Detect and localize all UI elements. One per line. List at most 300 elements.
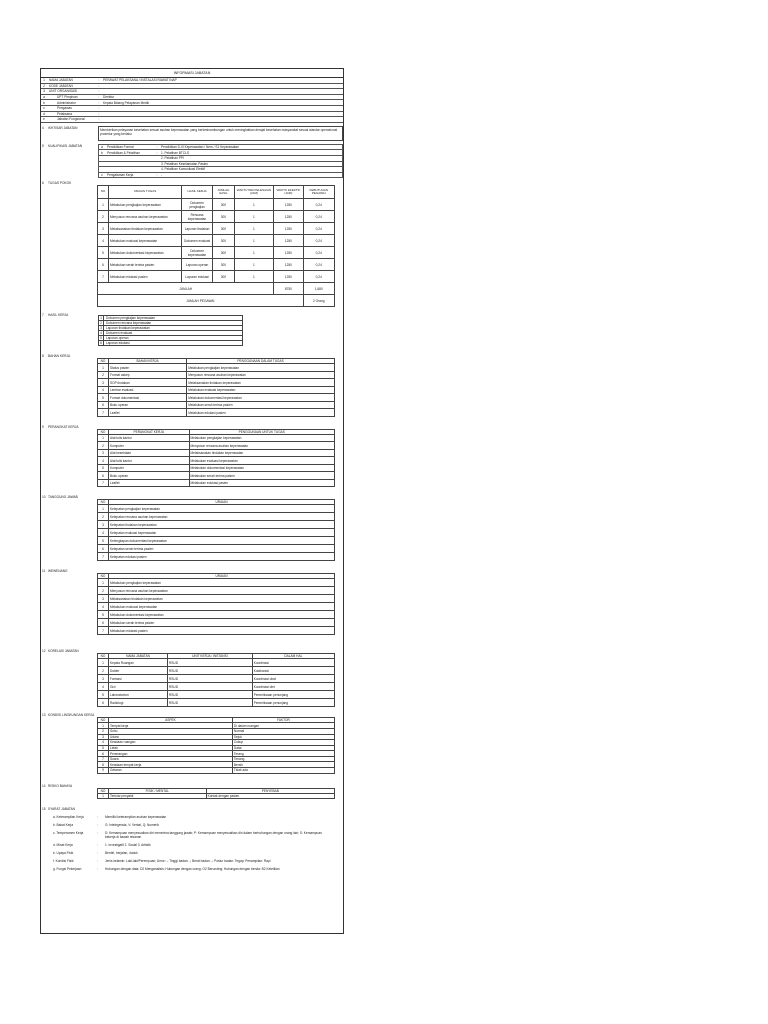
table-cell: Menyusun rencana asuhan keperawatan: [187, 371, 335, 379]
table-cell: 300: [213, 259, 234, 271]
header-row-colon: :: [98, 100, 100, 105]
table-cell: Menyusun rencana asuhan keperawatan: [189, 442, 335, 450]
table-cell: Alat tulis kantor: [109, 434, 190, 442]
table-cell: Ketepatan tindakan keperawatan: [109, 521, 335, 529]
kualifikasi-value: Pendidikan D-III Keperawatan / Ners / S1 Keperawatan: [161, 145, 239, 150]
table-cell: Dokter: [109, 667, 168, 675]
hasil-item-label: Dokumen pengkajian keperawatan: [106, 316, 156, 321]
section-number: 14: [42, 783, 46, 788]
header-row-label: NAMA JABATAN: [49, 78, 73, 83]
syarat-colon: :: [97, 859, 98, 864]
table-header-cell: NO: [98, 359, 109, 364]
kualifikasi-colon: :: [156, 173, 158, 178]
tanggung-row: [98, 513, 335, 521]
table-cell: Kepala Ruangan: [109, 659, 168, 667]
table-header-cell: BAHAN KERJA: [109, 359, 187, 364]
hasil-item-number: 1: [99, 316, 104, 320]
table-cell: Melakukan edukasi pasien: [109, 627, 335, 635]
table-cell: 1250: [274, 199, 303, 211]
table-cell: 4: [98, 457, 109, 465]
table-header-cell: URAIAN TUGAS: [109, 186, 182, 199]
table-cell: Ketepatan pengkajian keperawatan: [109, 505, 335, 513]
table-cell: 0,24: [303, 199, 335, 211]
header-row-colon: :: [98, 83, 100, 88]
header-row-colon: :: [98, 95, 100, 100]
section-number: 13: [42, 713, 46, 718]
syarat-colon: :: [97, 831, 98, 836]
table-cell: Suara: [109, 756, 233, 762]
wewenang-table: [97, 573, 335, 635]
section-label: PERANGKAT KERJA: [48, 424, 79, 429]
syarat-colon: :: [97, 843, 98, 848]
syarat-colon: :: [97, 867, 98, 872]
table-cell: Kelengkapan dokumentasi keperawatan: [109, 537, 335, 545]
hasil-item-number: 5: [99, 336, 104, 340]
perangkat-row: [98, 457, 335, 465]
tugas-row: [98, 223, 335, 235]
table-cell: 300: [213, 235, 234, 247]
table-cell: Suhu: [109, 728, 233, 734]
section-number: 4: [42, 125, 44, 130]
table-cell: 3: [98, 521, 109, 529]
tugas-row: [98, 259, 335, 271]
table-cell: 0,24: [303, 211, 335, 223]
risiko-row: [98, 793, 335, 799]
table-cell: Buku operan: [109, 401, 187, 409]
table-cell: Laporan tindakan: [182, 223, 213, 235]
bahan-table: [97, 358, 335, 417]
table-cell: Bersih: [232, 762, 334, 768]
table-cell: 1250: [274, 223, 303, 235]
table-header-cell: ASPEK: [109, 718, 233, 723]
table-cell: Dokumen evaluasi: [182, 235, 213, 247]
table-cell: Komputer: [109, 442, 190, 450]
table-cell: 0,24: [303, 259, 335, 271]
lingkungan-table: [97, 717, 335, 773]
table-cell: Melakukan dokumentasi keperawatan: [187, 394, 335, 402]
table-cell: 2: [98, 587, 109, 595]
table-cell: Cukup: [232, 740, 334, 746]
perangkat-row: [98, 479, 335, 487]
korelasi-row: [98, 699, 335, 707]
section-label: SYARAT JABATAN: [48, 807, 75, 812]
table-cell: Pemeriksaan penunjang: [252, 691, 334, 699]
tanggung-row: [98, 537, 335, 545]
table-cell: 300: [213, 223, 234, 235]
syarat-value: Jenis kelamin: Laki-laki/Perempuan; Umur: -; Tinggi badan: -; Berat badan: -; Postur badan: Tegap; Penampilan: Rapi: [105, 859, 271, 864]
header-section: [41, 77, 343, 123]
tugas-pegawai-row: [98, 295, 335, 307]
table-cell: Tenang: [232, 756, 334, 762]
section-number: 6: [42, 181, 44, 186]
syarat-value: D: Kemampuan menyesuaikan diri menerima tanggung jawab; P: Kemampuan menyesuaikan diri dalam berhubungan dengan orang lain; S: Kemampuan bekerja di bawah tekanan: [105, 831, 322, 840]
perangkat-row: [98, 472, 335, 480]
header-row-number: d: [43, 111, 45, 116]
risiko-table: [97, 788, 335, 800]
section-label: IKHTISAR JABATAN: [48, 125, 78, 130]
table-cell: 2: [98, 442, 109, 450]
perangkat-row: [98, 449, 335, 457]
header-row-label: UPT Pimpinan: [57, 95, 78, 100]
syarat-value: Hubungan dengan data: D2 Menganalisis; Hubungan dengan orang: O2 Berunding; Hubungan dengan benda: B2 Ketelitian: [105, 867, 280, 872]
table-cell: RSUD: [167, 659, 252, 667]
table-cell: Dokumen keperawatan: [182, 247, 213, 259]
korelasi-row: [98, 683, 335, 691]
section-label: KONDISI LINGKUNGAN KERJA: [48, 713, 95, 718]
table-header-cell: PERANGKAT KERJA: [109, 429, 190, 434]
bahan-row: [98, 364, 335, 372]
bahan-row: [98, 394, 335, 402]
bahan-row: [98, 409, 335, 417]
syarat-row: [41, 823, 343, 827]
table-header-row: [98, 654, 335, 659]
table-cell: Tertular penyakit: [109, 793, 207, 799]
table-cell: 300: [213, 199, 234, 211]
table-cell: Normal: [232, 728, 334, 734]
perangkat-row: [98, 442, 335, 450]
wewenang-row: [98, 579, 335, 587]
table-cell: 1: [234, 199, 274, 211]
table-cell: Menyusun rencana asuhan keperawatan: [109, 211, 182, 223]
korelasi-table: [97, 653, 335, 707]
syarat-row: [41, 815, 343, 819]
table-cell: 5: [98, 247, 109, 259]
hasil-item-number: 2: [99, 321, 104, 325]
tugas-row: [98, 271, 335, 283]
table-cell: Komputer: [109, 464, 190, 472]
table-header-cell: WAKTU EFEKTIF (JAM): [274, 186, 303, 199]
table-header-cell: FISIK / MENTAL: [109, 788, 207, 793]
table-cell: Ketepatan serah terima pasien: [109, 545, 335, 553]
header-row-number: 3: [43, 89, 45, 94]
table-cell: 6: [98, 545, 109, 553]
kualifikasi-label: Pengalaman Kerja: [107, 173, 134, 178]
table-cell: Melakukan evaluasi keperawatan: [109, 235, 182, 247]
lingkungan-table-wrap: [97, 717, 335, 773]
ikhtisar-section: [41, 126, 343, 141]
table-cell: 7: [98, 271, 109, 283]
table-header-cell: NO: [98, 574, 109, 579]
section-label: KORELASI JABATAN: [48, 649, 79, 654]
header-row-number: 2: [43, 83, 45, 88]
bahan-table-wrap: [97, 358, 335, 417]
table-header-cell: PENGGUNAAN UNTUK TUGAS: [189, 429, 335, 434]
table-cell: Koordinasi obat: [252, 675, 334, 683]
table-cell: Dokumen pengkajian: [182, 199, 213, 211]
table-header-cell: PENYEBAB: [206, 788, 334, 793]
pegawai-label: JUMLAH PEGAWAI: [98, 295, 304, 307]
table-cell: Koordinasi: [252, 659, 334, 667]
header-row-label: Pengawas: [57, 106, 72, 111]
perangkat-table-wrap: [97, 429, 335, 488]
kualifikasi-value: 4. Pelatihan Komunikasi Efektif: [161, 167, 205, 172]
table-cell: 1: [98, 199, 109, 211]
tanggung-row: [98, 505, 335, 513]
syarat-label: b. Bakat Kerja: [53, 823, 74, 828]
tugas-table-wrap: [97, 185, 335, 307]
table-cell: Gizi: [109, 683, 168, 691]
header-row-number: c: [43, 106, 45, 111]
header-row-label: UNIT ORGANISASI: [49, 89, 78, 94]
table-cell: Di dalam ruangan: [232, 723, 334, 729]
wewenang-row: [98, 627, 335, 635]
table-cell: 2: [98, 513, 109, 521]
kualifikasi-row: [98, 144, 343, 151]
table-cell: 0,24: [303, 271, 335, 283]
korelasi-row: [98, 659, 335, 667]
table-cell: 7: [98, 479, 109, 487]
table-cell: Kolaborasi: [252, 667, 334, 675]
table-cell: 5: [98, 394, 109, 402]
table-cell: Melakukan edukasi pasien: [109, 271, 182, 283]
table-cell: 1: [234, 235, 274, 247]
table-cell: 1: [234, 271, 274, 283]
table-header-cell: DALAM HAL: [252, 654, 334, 659]
total-value: 1,680: [303, 283, 335, 295]
section-number: 15: [42, 807, 46, 812]
header-row-colon: :: [98, 89, 100, 94]
section-number: 10: [42, 495, 46, 500]
tugas-total-row: [98, 283, 335, 295]
table-cell: Datar: [232, 745, 334, 751]
table-cell: Kontak dengan pasien: [206, 793, 334, 799]
perangkat-row: [98, 464, 335, 472]
syarat-value: Memiliki keterampilan asuhan keperawatan: [105, 815, 167, 820]
wewenang-row: [98, 603, 335, 611]
table-cell: 5: [98, 537, 109, 545]
table-cell: 1250: [274, 271, 303, 283]
table-header-cell: NO: [98, 500, 109, 505]
tugas-row: [98, 211, 335, 223]
section-label: BAHAN KERJA: [48, 354, 71, 359]
table-cell: Melaksanakan tindakan keperawatan: [109, 223, 182, 235]
header-row: [41, 117, 343, 123]
table-cell: 0,24: [303, 223, 335, 235]
section-label: WEWENANG: [48, 569, 68, 574]
ikhtisar-text: Memberikan pelayanan kesehatan sesuai asuhan keperawatan yang berkesinambungan untuk meningkatkan derajat kesehatan masyarakat sesuai standar operasional prosedur yang berlaku: [98, 126, 343, 141]
table-header-cell: URAIAN: [109, 574, 335, 579]
syarat-row: [41, 851, 343, 855]
table-cell: Melakukan evaluasi keperawatan: [109, 603, 335, 611]
table-cell: Rencana keperawatan: [182, 211, 213, 223]
table-cell: Letak: [109, 745, 233, 751]
tugas-row: [98, 247, 335, 259]
wewenang-row: [98, 619, 335, 627]
table-header-cell: NAMA JABATAN: [109, 654, 168, 659]
table-cell: Terang: [232, 751, 334, 757]
table-cell: 1: [98, 723, 109, 729]
hasil-item-number: 4: [99, 331, 104, 335]
header-row-label: KODE JABATAN: [49, 83, 73, 88]
korelasi-row: [98, 667, 335, 675]
kualifikasi-row: [98, 173, 343, 179]
hasil-item-label: Laporan edukasi: [106, 341, 130, 346]
table-cell: 6: [98, 401, 109, 409]
hasil-item: [98, 341, 243, 346]
table-cell: 2: [98, 211, 109, 223]
table-header-cell: NO: [98, 654, 109, 659]
table-cell: Lembar evaluasi: [109, 386, 187, 394]
table-cell: 9: [98, 768, 109, 774]
tanggung-row: [98, 553, 335, 561]
table-cell: Melakukan evaluasi keperawatan: [187, 386, 335, 394]
table-cell: Melakukan edukasi pasien: [187, 409, 335, 417]
table-cell: 7: [98, 409, 109, 417]
table-cell: 5: [98, 691, 109, 699]
hasil-item-number: 3: [99, 326, 104, 330]
table-cell: 7: [98, 627, 109, 635]
table-cell: 7: [98, 756, 109, 762]
table-cell: Melaksanakan tindakan keperawatan: [189, 449, 335, 457]
table-cell: 300: [213, 211, 234, 223]
kualifikasi-value: -: [161, 173, 163, 178]
table-header-cell: NO: [98, 718, 109, 723]
table-cell: 0,24: [303, 235, 335, 247]
kualifikasi-key: a: [101, 145, 103, 150]
header-row-value: Direktur: [103, 95, 115, 100]
table-cell: 300: [213, 247, 234, 259]
risiko-table-wrap: [97, 788, 335, 800]
table-cell: 5: [98, 464, 109, 472]
kualifikasi-key: c: [101, 173, 103, 178]
section-number: 9: [42, 424, 44, 429]
table-cell: 1250: [274, 259, 303, 271]
hasil-item-label: Dokumen evaluasi: [106, 331, 133, 336]
table-cell: 6: [98, 699, 109, 707]
table-cell: Melaksanakan tindakan keperawatan: [109, 595, 335, 603]
table-cell: 1: [98, 793, 109, 799]
section-label: RISIKO BAHAYA: [48, 783, 73, 788]
table-cell: 6: [98, 472, 109, 480]
wewenang-row: [98, 587, 335, 595]
table-cell: 4: [98, 235, 109, 247]
syarat-label: f. Kondisi Fisik: [53, 859, 74, 864]
table-header-cell: NO: [98, 788, 109, 793]
syarat-colon: :: [97, 823, 98, 828]
header-row-colon: :: [98, 106, 100, 111]
table-cell: Melakukan pengkajian keperawatan: [189, 434, 335, 442]
table-cell: Melakukan evaluasi keperawatan: [189, 457, 335, 465]
section-number: 7: [42, 313, 44, 318]
table-cell: 8: [98, 762, 109, 768]
table-header-cell: KEBUTUHAN PEGAWAI: [303, 186, 335, 199]
table-cell: 1250: [274, 235, 303, 247]
table-header-cell: WAKTU PENYELESAIAN (JAM): [234, 186, 274, 199]
table-cell: 1250: [274, 247, 303, 259]
header-row-colon: :: [98, 117, 100, 122]
hasil-list: [98, 315, 243, 346]
table-cell: 3: [98, 734, 109, 740]
syarat-colon: :: [97, 815, 98, 820]
table-cell: RSUD: [167, 691, 252, 699]
table-cell: Alat tulis kantor: [109, 457, 190, 465]
kualifikasi-section: [41, 144, 343, 179]
kualifikasi-key: b: [101, 150, 103, 155]
wewenang-row: [98, 595, 335, 603]
table-cell: 4: [98, 740, 109, 746]
tugas-row: [98, 199, 335, 211]
header-row-number: 1: [43, 78, 45, 83]
header-row-label: Jabatan Fungsional: [57, 117, 85, 122]
table-cell: 3: [98, 449, 109, 457]
table-cell: Radiologi: [109, 699, 168, 707]
table-cell: 5: [98, 745, 109, 751]
syarat-label: c. Temperamen Kerja: [53, 831, 84, 836]
table-cell: 1: [234, 259, 274, 271]
table-cell: Melakukan serah terima pasien: [109, 619, 335, 627]
lingkungan-row: [98, 768, 335, 774]
table-cell: Leaflet: [109, 409, 187, 417]
table-cell: RSUD: [167, 675, 252, 683]
pegawai-value: 2 Orang: [303, 295, 335, 307]
table-cell: 4: [98, 683, 109, 691]
syarat-label: a. Keterampilan Kerja: [53, 815, 84, 820]
syarat-value: G: Intelegensia, V: Verbal, Q: Numerik: [105, 823, 159, 828]
table-header-cell: UNIT KERJA / INSTANSI: [167, 654, 252, 659]
document-page: [40, 68, 344, 934]
table-cell: Menyusun rencana asuhan keperawatan: [109, 587, 335, 595]
header-row-label: Pelaksana: [57, 111, 72, 116]
table-cell: 4: [98, 386, 109, 394]
table-cell: 3: [98, 675, 109, 683]
korelasi-table-wrap: [97, 653, 335, 707]
table-cell: Laporan edukasi: [182, 271, 213, 283]
total-label: JUMLAH: [98, 283, 274, 295]
table-cell: Sejuk: [232, 734, 334, 740]
table-cell: 1: [234, 247, 274, 259]
table-cell: Penerangan: [109, 751, 233, 757]
header-row-number: e: [43, 117, 45, 122]
hasil-item-number: 6: [99, 341, 104, 345]
table-cell: 2: [98, 667, 109, 675]
table-cell: 300: [213, 271, 234, 283]
header-row-colon: :: [98, 111, 100, 116]
table-cell: Koordinasi diet: [252, 683, 334, 691]
table-cell: Leaflet: [109, 479, 190, 487]
header-row-label: Administrator: [57, 100, 76, 105]
table-cell: SOP tindakan: [109, 379, 187, 387]
tugas-row: [98, 235, 335, 247]
syarat-label: e. Upaya Fisik: [53, 851, 74, 856]
kualifikasi-colon: :: [156, 150, 158, 155]
table-cell: 1: [98, 579, 109, 587]
bahan-row: [98, 379, 335, 387]
table-cell: 1: [98, 505, 109, 513]
table-cell: Getaran: [109, 768, 233, 774]
table-header-cell: PENGGUNAAN DALAM TUGAS: [187, 359, 335, 364]
section-number: 11: [42, 569, 46, 574]
table-cell: Ketepatan rencana asuhan keperawatan: [109, 513, 335, 521]
table-cell: Tidak ada: [232, 768, 334, 774]
table-cell: 1: [98, 659, 109, 667]
table-header-cell: FAKTOR: [232, 718, 334, 723]
hasil-item-label: Dokumen rencana keperawatan: [106, 321, 152, 326]
perangkat-table: [97, 429, 335, 488]
kualifikasi-list: [98, 144, 343, 179]
header-row-number: a: [43, 95, 45, 100]
table-cell: Melakukan dokumentasi keperawatan: [109, 247, 182, 259]
table-cell: 1: [234, 211, 274, 223]
syarat-row: [41, 867, 343, 871]
table-cell: 3: [98, 595, 109, 603]
table-cell: 6: [98, 619, 109, 627]
korelasi-row: [98, 691, 335, 699]
section-number: 12: [42, 649, 46, 654]
table-header-row: [98, 186, 335, 199]
table-cell: RSUD: [167, 699, 252, 707]
tugas-table: [97, 185, 335, 307]
table-cell: Melaksanakan tindakan keperawatan: [187, 379, 335, 387]
